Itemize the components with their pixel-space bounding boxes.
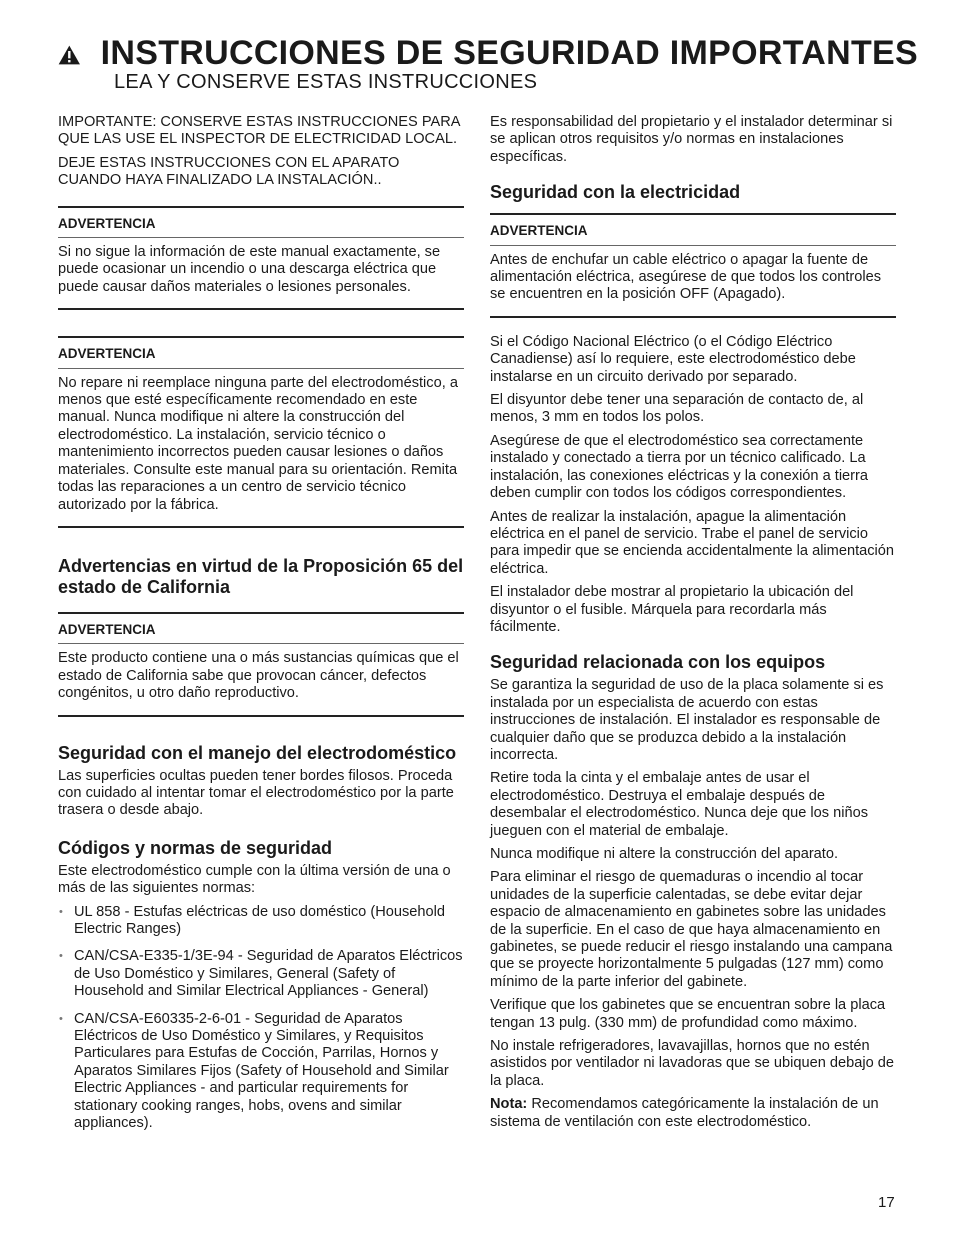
equipment-paragraph: Para eliminar el riesgo de quemaduras o incendio al tocar unidades de la superficie calentadas, se debe evitar dejar espacio de almacenamiento en gabinetes sobre las unidades de la superficie. En el caso de que haya almacenamiento en gabinetes, se puede reducir el riesgo instalando una campana que se proyecte horizontalmente 5 pulgadas (127 mm) como mínimo de la parte inferior del gabinete. — [490, 869, 893, 990]
equipment-paragraph: Retire toda la cinta y el embalaje antes de usar el electrodoméstico. Destruya el embalaje después de desembalar el electrodoméstico. Nunca deje que los niños jueguen con el material de embalaje. — [490, 770, 869, 839]
codes-list — [58, 904, 464, 1133]
electricity-paragraph: El instalador debe mostrar al propietario la ubicación del disyuntor o el fusible. Márquela para recordarla más fácilmente. — [490, 584, 854, 635]
warning-text: No repare ni reemplace ninguna parte del electrodoméstico, a menos que esté específicamente recomendado en este manual. Nunca modifique ni altere la construcción del electrodoméstico. La instalación, servicio técnico o mantenimiento incorrectos pueden causar lesiones o daños materiales. Consulte este manual para su orientación. Remita todas las reparaciones a un centro de servicio técnico autorizado por la fábrica. — [58, 374, 458, 513]
title-row — [58, 34, 918, 73]
page-header — [58, 34, 918, 94]
page-title: INSTRUCCIONES DE SEGURIDAD IMPORTANTES — [100, 34, 918, 72]
section-heading-electricity: Seguridad con la electricidad — [490, 182, 741, 203]
section-heading-handling: Seguridad con el manejo del electrodoméstico — [58, 742, 457, 763]
left-column — [58, 114, 464, 1142]
warning-box — [58, 612, 464, 717]
list-item: • CAN/CSA-E60335-2-6-01 - Seguridad de Aparatos Eléctricos de Uso Doméstico y Similares, y Requisitos Particulares para Estufas de Cocción, Parrilas, Hornos y Aparatos Similares Fijos (Safety of Household and Similar Electric Appliances - and particular requirements for stationary cooking ranges, hobs, ovens and similar appliances). — [58, 1011, 464, 1133]
warning-text: Este producto contiene una o más sustancias químicas que el estado de California sabe que provocan cáncer, defectos congénitos, u otro daño reproductivo. — [58, 650, 459, 702]
section-heading-prop65: Advertencias en virtud de la Proposición 65 del estado de California — [58, 555, 464, 597]
warning-box — [490, 213, 896, 318]
warning-text: Antes de enchufar un cable eléctrico o apagar la fuente de alimentación eléctrica, asegúrese de que todos los controles se encuentren en la posición OFF (Apagado). — [490, 251, 882, 303]
handling-paragraph: Las superficies ocultas pueden tener bordes filosos. Proceda con cuidado al intentar tomar el electrodoméstico por la parte trasera o desde abajo. — [58, 767, 454, 819]
note-paragraph — [490, 1096, 896, 1131]
intro-paragraph: DEJE ESTAS INSTRUCCIONES CON EL APARATO CUANDO HAYA FINALIZADO LA INSTALACIÓN.. — [58, 154, 400, 189]
warning-label: ADVERTENCIA — [58, 614, 464, 644]
warning-label: ADVERTENCIA — [490, 215, 896, 245]
list-item: • CAN/CSA-E335-1/3E-94 - Seguridad de Aparatos Eléctricos de Uso Doméstico y Similares, General (Safety of Household and Similar Electrical Appliances - General) — [58, 948, 464, 1000]
equipment-paragraph: Nunca modifique ni altere la construcción del aparato. — [490, 846, 839, 862]
note-label: Nota: — [490, 1096, 528, 1113]
intro-paragraph: Es responsabilidad del propietario y el instalador determinar si se aplican otros requisitos y/o normas en instalaciones específicas. — [490, 114, 893, 165]
warning-triangle-icon — [58, 40, 81, 70]
warning-label: ADVERTENCIA — [58, 208, 464, 238]
equipment-paragraph: No instale refrigeradores, lavavajillas, hornos que no estén asistidos por ventilador ni lavadoras que se ubiquen debajo de la placa. — [490, 1038, 895, 1089]
equipment-paragraph: Verifique que los gabinetes que se encuentran sobre la placa tengan 13 pulg. (330 mm) de profundidad como máximo. — [490, 997, 886, 1031]
section-heading-codes: Códigos y normas de seguridad — [58, 837, 333, 858]
intro-paragraph: IMPORTANTE: CONSERVE ESTAS INSTRUCCIONES PARA QUE LAS USE EL INSPECTOR DE ELECTRICIDAD LOCAL. — [58, 114, 460, 148]
page-subtitle: LEA Y CONSERVE ESTAS INSTRUCCIONES — [114, 71, 538, 93]
codes-paragraph: Este electrodoméstico cumple con la última versión de una o más de las siguientes normas: — [58, 862, 451, 897]
note-text: Recomendamos categóricamente la instalación de un sistema de ventilación con este electrodoméstico. — [490, 1096, 879, 1130]
list-item: • UL 858 - Estufas eléctricas de uso doméstico (Household Electric Ranges) — [58, 904, 464, 939]
section-heading-equipment: Seguridad relacionada con los equipos — [490, 652, 826, 673]
warning-box — [58, 336, 464, 528]
warning-label: ADVERTENCIA — [58, 338, 464, 368]
electricity-paragraph: Asegúrese de que el electrodoméstico sea correctamente instalado y conectado a tierra por un técnico calificado. La instalación, las conexiones eléctricas y la conexión a tierra deben cumplir con todos los códigos correspondientes. — [490, 432, 869, 502]
right-column — [490, 114, 896, 1137]
page-number: 17 — [878, 1194, 895, 1211]
warning-box — [58, 206, 464, 311]
electricity-paragraph: El disyuntor debe tener una separación de contacto de, al menos, 3 mm en todos los polos. — [490, 392, 864, 426]
electricity-paragraph: Antes de realizar la instalación, apague la alimentación eléctrica en el panel de servicio. Trabe el panel de servicio para impedir que se encienda accidentalmente la alimentación eléctrica. — [490, 508, 895, 577]
electricity-paragraph: Si el Código Nacional Eléctrico (o el Código Eléctrico Canadiense) así lo requiere, este electrodoméstico debe instalarse en un circuito derivado por separado. — [490, 333, 856, 385]
warning-text: Si no sigue la información de este manual exactamente, se puede ocasionar un incendio o una descarga eléctrica que puede causar daños materiales o lesiones personales. — [58, 244, 441, 295]
equipment-paragraph: Se garantiza la seguridad de uso de la placa solamente si es instalada por un especialista de acuerdo con estas instrucciones de instalación. El instalador es responsable de cualquier daño que se produzca debido a la instalación incorrecta. — [490, 677, 884, 763]
